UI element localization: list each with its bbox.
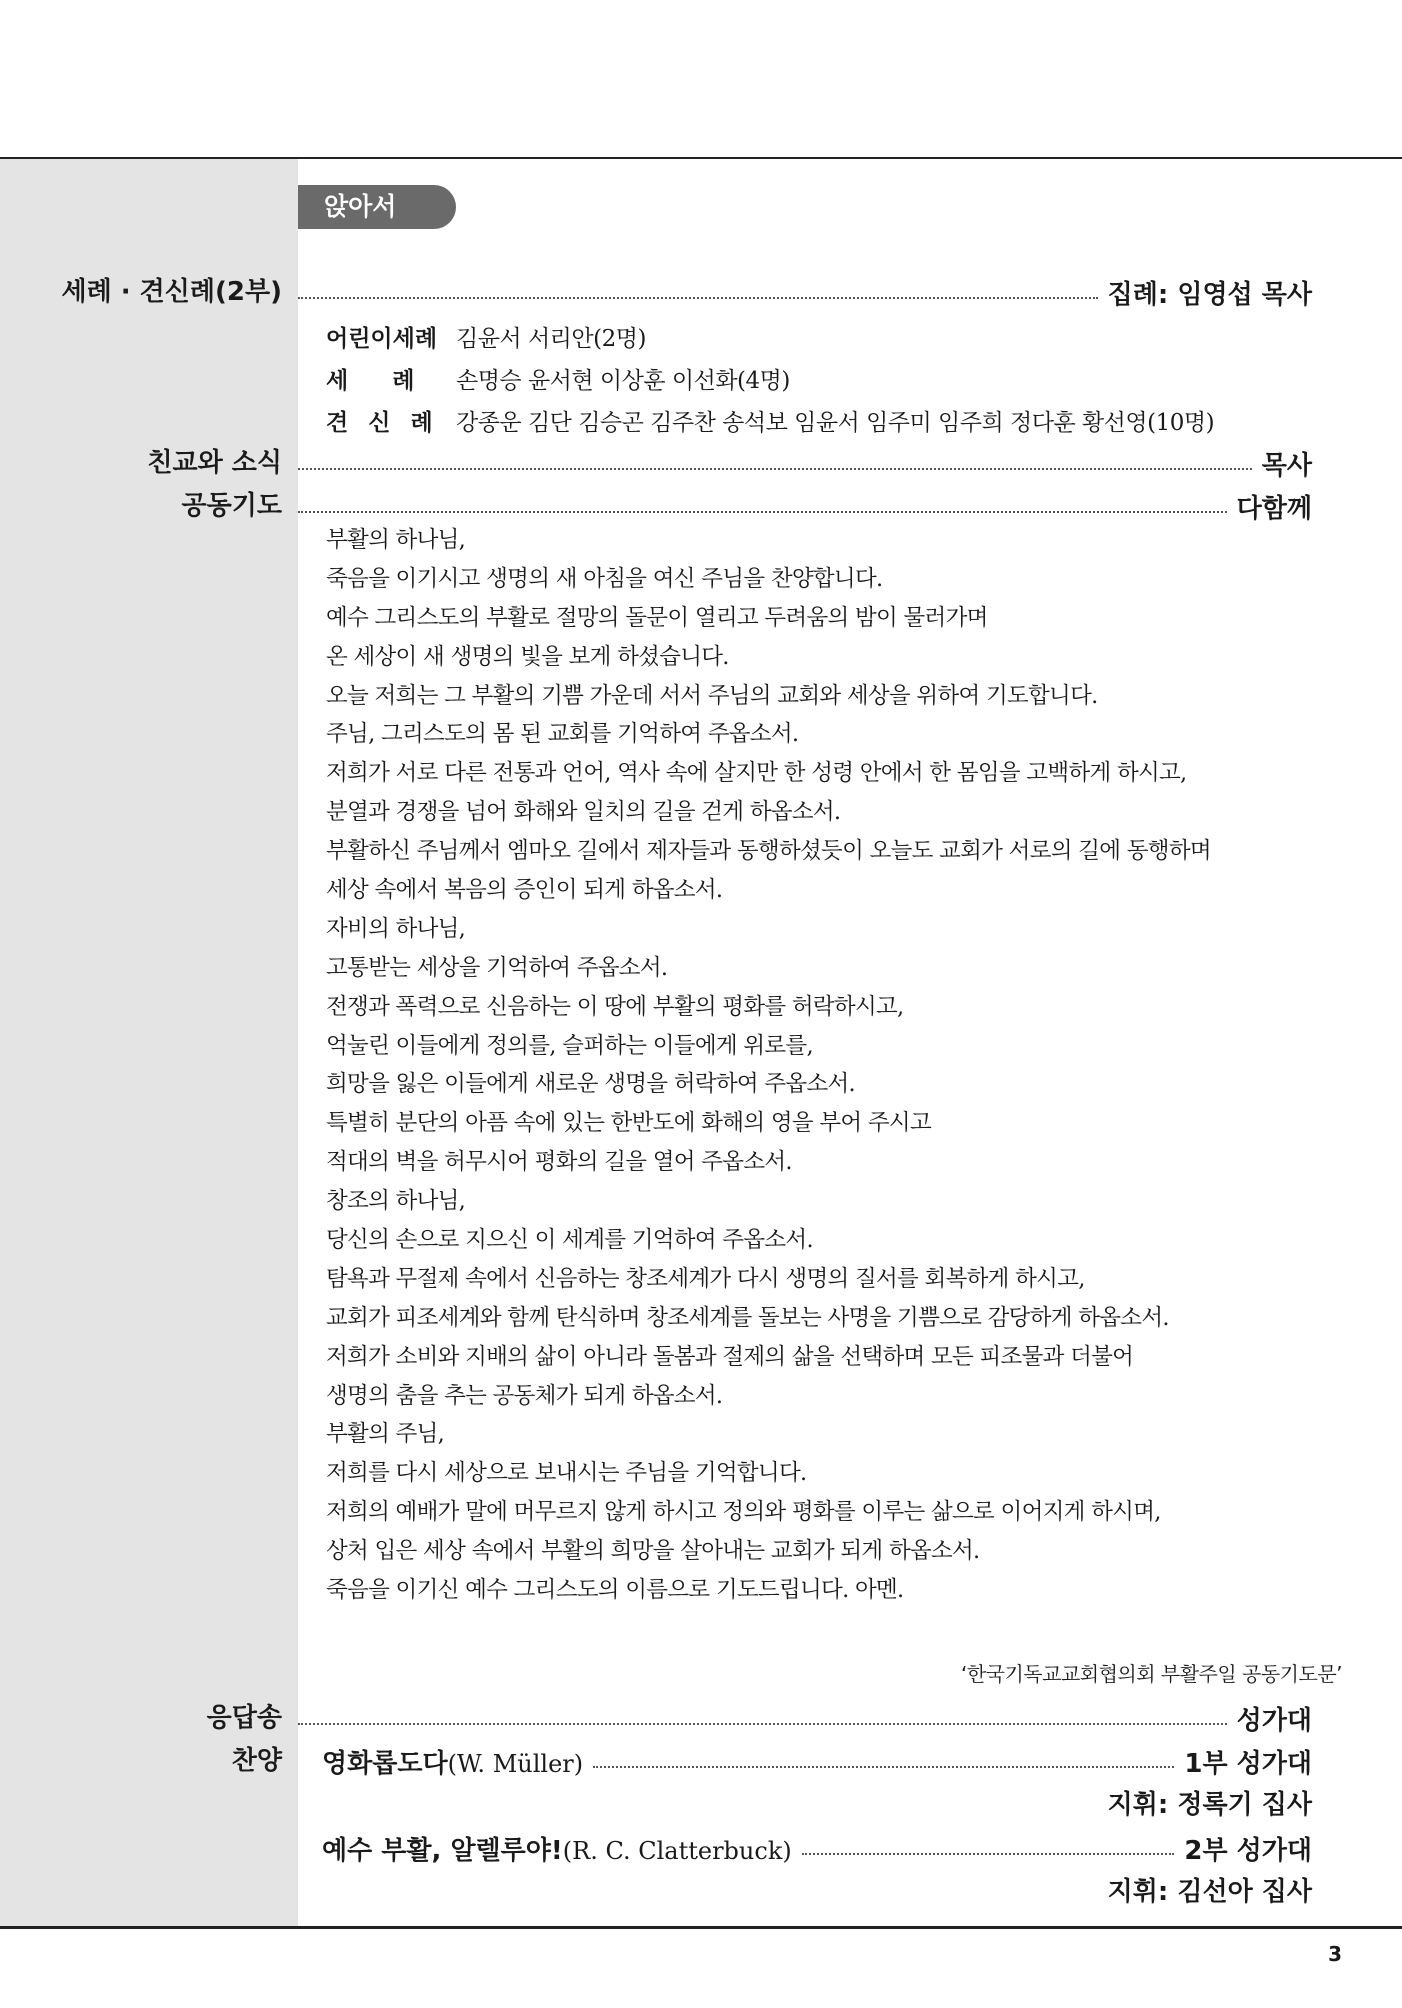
prayer-line: 온 세상이 새 생명의 빛을 보게 하셨습니다. xyxy=(326,643,729,670)
anthem-title: 예수 부활, 알렐루야!(R. C. Clatterbuck) xyxy=(322,1835,792,1866)
leader-dots xyxy=(298,1723,1227,1725)
prayer-line: 분열과 경쟁을 넘어 화해와 일치의 길을 걷게 하옵소서. xyxy=(326,799,841,826)
baptism-group-baptism xyxy=(326,358,790,398)
prayer-line: 예수 그리스도의 부활로 절망의 돌문이 열리고 두려움의 밤이 물러가며 xyxy=(326,604,988,631)
leader-dots xyxy=(298,297,1098,299)
prayer-line: 교회가 피조세계와 함께 탄식하며 창조세계를 돌보는 사명을 기쁨으로 감당하게 하옵소서. xyxy=(326,1304,1169,1331)
page-number: 3 xyxy=(1328,1942,1342,1966)
anthem-composer: (R. C. Clatterbuck) xyxy=(562,1836,792,1865)
prayer-line: 저희가 소비와 지배의 삶이 아니라 돌봄과 절제의 삶을 선택하며 모든 피조물과 더불어 xyxy=(326,1343,1134,1370)
anthem-label: 찬양 xyxy=(231,1746,282,1776)
leader-dots xyxy=(593,1766,1174,1768)
news-leader xyxy=(298,443,1312,483)
prayer-line: 죽음을 이기시고 생명의 새 아침을 여신 주님을 찬양합니다. xyxy=(326,565,883,592)
prayer-leader xyxy=(298,486,1312,526)
response-song-choir: 성가대 xyxy=(1236,1705,1312,1736)
prayer-line: 창조의 하나님, xyxy=(326,1188,466,1215)
prayer-line: 당신의 손으로 지으신 이 세계를 기억하여 주옵소서. xyxy=(326,1227,813,1254)
response-song-leader xyxy=(298,1698,1312,1738)
anthem-leader-1 xyxy=(298,1741,1312,1781)
section-tab: 앉아서 xyxy=(298,185,456,229)
response-song-label: 응답송 xyxy=(206,1703,282,1733)
prayer-line: 세상 속에서 복음의 증인이 되게 하옵소서. xyxy=(326,877,723,904)
prayer-source: ‘한국기독교교회협의회 부활주일 공동기도문’ xyxy=(960,1662,1342,1686)
prayer-leader-name: 다함께 xyxy=(1236,493,1312,524)
prayer-label: 공동기도 xyxy=(181,491,282,521)
group-names: 김윤서 서리안(2명) xyxy=(456,325,646,352)
anthem-conductor: 지휘: 정록기 집사 xyxy=(1107,1790,1312,1820)
anthem-conductor: 지휘: 김선아 집사 xyxy=(1107,1877,1312,1907)
prayer-line: 저희의 예배가 말에 머무르지 않게 하시고 정의와 평화를 이루는 삶으로 이어지게 하시며, xyxy=(326,1499,1161,1526)
prayer-line: 탐욕과 무절제 속에서 신음하는 창조세계가 다시 생명의 질서를 회복하게 하시고, xyxy=(326,1265,1085,1292)
prayer-line: 적대의 벽을 허무시어 평화의 길을 열어 주옵소서. xyxy=(326,1149,792,1176)
prayer-line: 저희가 서로 다른 전통과 언어, 역사 속에 살지만 한 성령 안에서 한 몸임을 고백하게 하시고, xyxy=(326,760,1187,787)
group-names: 손명승 윤서현 이상훈 이선화(4명) xyxy=(456,367,790,394)
anthem-row-1 xyxy=(0,1741,1402,1781)
baptism-row xyxy=(0,272,1402,312)
group-names: 강종운 김단 김승곤 김주찬 송석보 임윤서 임주미 임주희 정다훈 황선영(10명) xyxy=(456,409,1215,436)
prayer-line: 희망을 잃은 이들에게 새로운 생명을 허락하여 주옵소서. xyxy=(326,1071,855,1098)
top-rule xyxy=(0,157,1402,159)
baptism-label: 세례 · 견신례(2부) xyxy=(61,277,282,307)
prayer-text xyxy=(326,521,1346,1610)
group-role: 세 례 xyxy=(326,367,433,394)
prayer-line: 부활의 주님, xyxy=(326,1421,445,1448)
prayer-line: 부활하신 주님께서 엠마오 길에서 제자들과 동행하셨듯이 오늘도 교회가 서로의 길에 동행하며 xyxy=(326,838,1211,865)
anthem-leader-2 xyxy=(298,1828,1312,1868)
prayer-line: 저희를 다시 세상으로 보내시는 주님을 기억합니다. xyxy=(326,1460,807,1487)
group-role: 견 신 례 xyxy=(326,409,439,436)
leader-dots xyxy=(802,1853,1175,1855)
anthem-row-2 xyxy=(0,1828,1402,1868)
anthem-title: 영화롭도다(W. Müller) xyxy=(322,1748,584,1779)
baptism-group-confirmation xyxy=(326,400,1214,440)
anthem-choir: 2부 성가대 xyxy=(1184,1835,1312,1866)
news-leader-name: 목사 xyxy=(1261,450,1312,481)
baptism-group-children xyxy=(326,316,646,356)
leader-dots xyxy=(298,468,1252,470)
prayer-line: 전쟁과 폭력으로 신음하는 이 땅에 부활의 평화를 허락하시고, xyxy=(326,993,904,1020)
prayer-line: 특별히 분단의 아픔 속에 있는 한반도에 화해의 영을 부어 주시고 xyxy=(326,1110,931,1137)
prayer-line: 고통받는 세상을 기억하여 주옵소서. xyxy=(326,954,668,981)
sidebar-band xyxy=(0,159,298,1926)
prayer-row xyxy=(0,486,1402,526)
bottom-rule xyxy=(0,1926,1402,1929)
news-row xyxy=(0,443,1402,483)
prayer-line: 죽음을 이기신 예수 그리스도의 이름으로 기도드립니다. 아멘. xyxy=(326,1577,904,1604)
response-song-row xyxy=(0,1698,1402,1738)
anthem-choir: 1부 성가대 xyxy=(1184,1748,1312,1779)
leader-dots xyxy=(298,511,1227,513)
baptism-leader xyxy=(298,272,1312,312)
news-label: 친교와 소식 xyxy=(147,448,282,478)
prayer-line: 상처 입은 세상 속에서 부활의 희망을 살아내는 교회가 되게 하옵소서. xyxy=(326,1538,980,1565)
prayer-line: 주님, 그리스도의 몸 된 교회를 기억하여 주옵소서. xyxy=(326,721,799,748)
prayer-line: 부활의 하나님, xyxy=(326,527,466,553)
prayer-line: 억눌린 이들에게 정의를, 슬퍼하는 이들에게 위로를, xyxy=(326,1032,813,1059)
prayer-line: 오늘 저희는 그 부활의 기쁨 가운데 서서 주님의 교회와 세상을 위하여 기도합니다. xyxy=(326,682,1098,709)
anthem-composer: (W. Müller) xyxy=(447,1749,584,1778)
baptism-officiant: 집례: 임영섭 목사 xyxy=(1107,279,1312,310)
prayer-line: 자비의 하나님, xyxy=(326,915,466,942)
group-role: 어린이세례 xyxy=(326,325,438,352)
prayer-line: 생명의 춤을 추는 공동체가 되게 하옵소서. xyxy=(326,1382,723,1409)
